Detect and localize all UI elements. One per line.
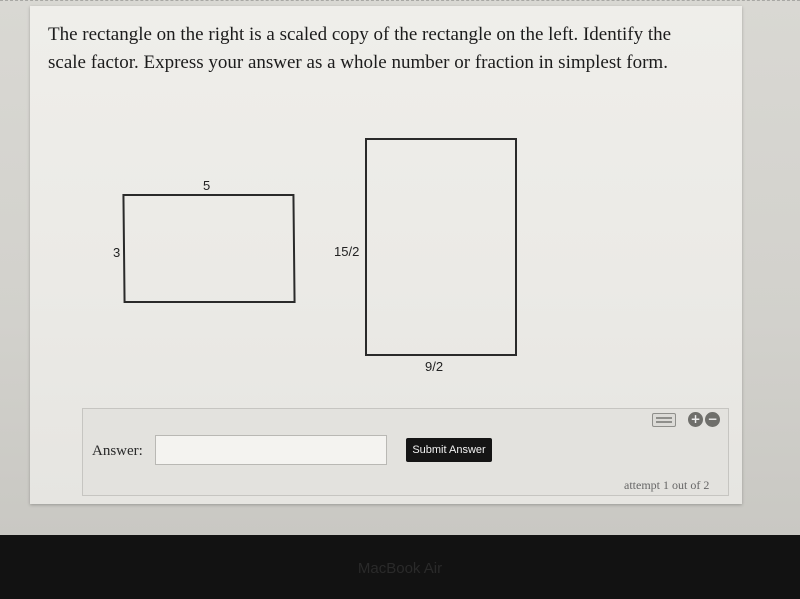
answer-input[interactable]	[155, 435, 387, 465]
answer-label: Answer:	[92, 443, 143, 459]
right-rectangle	[365, 138, 517, 356]
attempt-counter: attempt 1 out of 2	[624, 478, 710, 492]
left-rectangle-top-label: 5	[203, 178, 211, 193]
left-rectangle-side-label: 3	[113, 245, 121, 260]
device-brand-label: MacBook Air	[357, 560, 443, 577]
question-line-1: The rectangle on the right is a scaled copy of the rectangle on the left. Identify the	[48, 24, 672, 45]
zoom-in-icon[interactable]: +	[688, 412, 703, 427]
left-rectangle	[122, 194, 295, 303]
question-line-2: scale factor. Express your answer as a whole number or fraction in simplest form.	[48, 52, 668, 73]
zoom-out-icon[interactable]: −	[705, 412, 720, 427]
keyboard-icon[interactable]	[652, 413, 676, 427]
submit-answer-button[interactable]: Submit Answer	[406, 438, 492, 462]
right-rectangle-side-label: 15/2	[334, 244, 360, 259]
top-dotted-divider	[0, 0, 800, 4]
right-rectangle-bottom-label: 9/2	[425, 359, 444, 374]
question-text	[48, 21, 738, 77]
